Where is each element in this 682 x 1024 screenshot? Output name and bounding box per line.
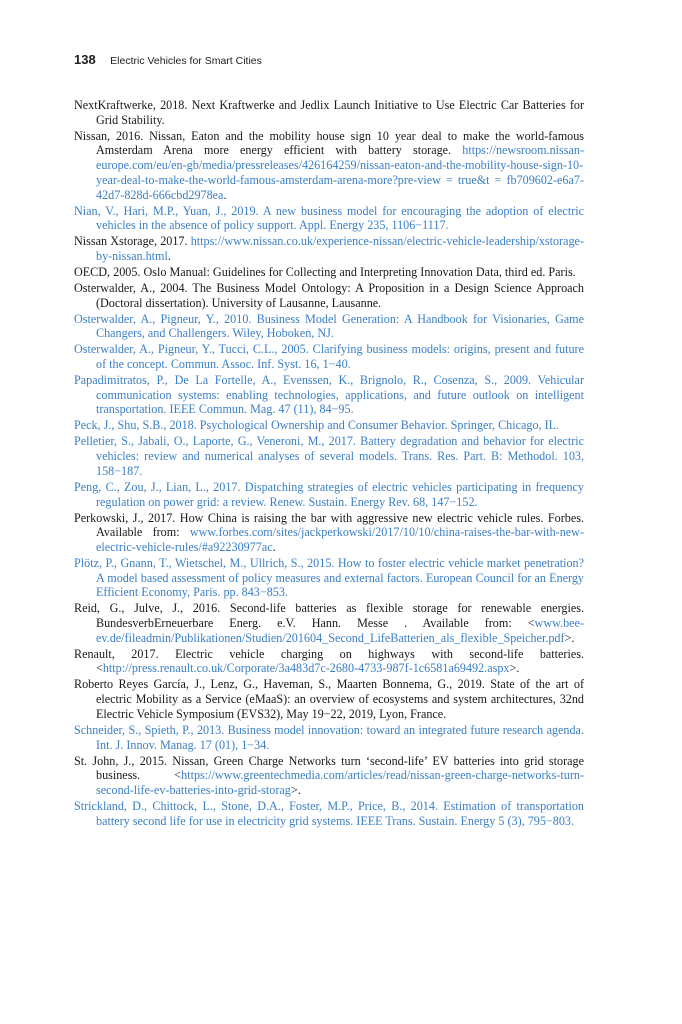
running-header	[74, 51, 594, 69]
reference-text: Osterwalder, A., Pigneur, Y., Tucci, C.L., 2005. Clarifying business models: origins, present and future of the concept. Commun. Assoc. Inf. Syst. 16, 1−40.	[74, 342, 584, 372]
reference-text: Reid, G., Julve, J., 2016. Second-life batteries as flexible storage for renewable energies. BundesverbErneuerbare Energ. e.V. Hann. Messe . Available from: <	[74, 601, 584, 631]
reference-entry[interactable]	[74, 418, 584, 433]
reference-text: OECD, 2005. Oslo Manual: Guidelines for Collecting and Interpreting Innovation Data, third ed. Paris.	[74, 264, 576, 279]
page-number: 138	[74, 52, 96, 67]
reference-url-link[interactable]: https://newsroom.nissan-europe.com/eu/en-gb/media/pressreleases/426164259/nissan-eaton-and-the-mobility-house-sign-10-year-deal-to-make-the-world-famous-amsterdam-arena-more?pre-view = true&t = fb709602-e6a7-42d7-828d-666cbd2978ea	[96, 143, 584, 202]
reference-list	[74, 98, 584, 830]
reference-suffix: >.	[564, 630, 575, 645]
reference-url-link[interactable]: www.forbes.com/sites/jackperkowski/2017/10/10/china-raises-the-bar-with-new-electric-vehicle-rules/#a92230977ac	[96, 525, 584, 554]
reference-text: Nissan, 2016. Nissan, Eaton and the mobility house sign 10 year deal to make the world-famous Amsterdam Arena more energy efficient with battery storage.	[74, 128, 584, 158]
reference-entry	[74, 677, 584, 721]
reference-text: Peng, C., Zou, J., Lian, L., 2017. Dispatching strategies of electric vehicles participating in frequency regulation on power grid: a review. Renew. Sustain. Energy Rev. 68, 147−152.	[74, 479, 584, 509]
reference-text: Papadimitratos, P., De La Fortelle, A., Evenssen, K., Brignolo, R., Cosenza, S., 2009. Vehicular communication systems: enabling technologies, applications, and future outlook on intelligent transportation. IEEE Commun. Mag. 47 (11), 84−95.	[74, 373, 584, 417]
reference-entry	[74, 234, 584, 263]
reference-text: Plötz, P., Gnann, T., Wietschel, M., Ullrich, S., 2015. How to foster electric vehicle market penetration? A model based assessment of policy measures and external factors. European Council for an Energy Efficient Economy, Paris. pp. 843−853.	[74, 555, 584, 600]
reference-entry[interactable]	[74, 312, 584, 341]
reference-entry	[74, 601, 584, 645]
reference-text: Renault, 2017. Electric vehicle charging on highways with second-life batteries. <	[74, 646, 584, 676]
reference-text: Peck, J., Shu, S.B., 2018. Psychological Ownership and Consumer Behavior. Springer, Chicago, IL.	[74, 418, 560, 433]
reference-entry	[74, 647, 584, 676]
reference-url-link[interactable]: https://www.nissan.co.uk/experience-nissan/electric-vehicle-leadership/xstorage-by-nissan.html	[96, 234, 584, 263]
reference-entry	[74, 265, 584, 280]
reference-suffix: .	[272, 539, 276, 554]
reference-text: Roberto Reyes García, J., Lenz, G., Haveman, S., Maarten Bonnema, G., 2019. State of the art of electric Mobility as a Service (eMaaS): an overview of ecosystems and system architectures, 32nd Electric Vehicle Symposium (EVS32), May 19−22, 2019, Lyon, France.	[74, 677, 584, 721]
reference-entry[interactable]	[74, 723, 584, 752]
reference-entry[interactable]	[74, 204, 584, 233]
reference-suffix: .	[223, 187, 227, 202]
reference-entry[interactable]	[74, 373, 584, 417]
reference-entry	[74, 754, 584, 798]
reference-entry[interactable]	[74, 434, 584, 478]
reference-suffix: >.	[509, 661, 520, 676]
reference-entry[interactable]	[74, 799, 584, 828]
reference-text: Pelletier, S., Jabali, O., Laporte, G., Veneroni, M., 2017. Battery degradation and behavior for electric vehicles: review and numerical analyses of several models. Trans. Res. Part. B: Methodol. 103, 158−187.	[74, 434, 584, 478]
reference-text: Osterwalder, A., Pigneur, Y., 2010. Business Model Generation: A Handbook for Visionaries, Game Changers, and Challengers. Wiley, Hoboken, NJ.	[74, 311, 584, 341]
reference-entry	[74, 129, 584, 203]
reference-text: Nian, V., Hari, M.P., Yuan, J., 2019. A new business model for encouraging the adoption of electric vehicles in the absence of policy support. Appl. Energy 235, 1106−1117.	[74, 203, 584, 233]
reference-text: Perkowski, J., 2017. How China is raising the bar with aggressive new electric vehicle rules. Forbes. Available from:	[74, 510, 584, 540]
reference-suffix: >.	[290, 782, 301, 797]
reference-text: St. John, J., 2015. Nissan, Green Charge Networks turn ‘second-life’ EV batteries into grid storage business. <	[74, 753, 584, 783]
reference-entry[interactable]	[74, 556, 584, 600]
reference-entry[interactable]	[74, 342, 584, 371]
reference-entry	[74, 281, 584, 310]
reference-text: NextKraftwerke, 2018. Next Kraftwerke and Jedlix Launch Initiative to Use Electric Car Batteries for Grid Stability.	[74, 98, 584, 127]
reference-text: Schneider, S., Spieth, P., 2013. Business model innovation: toward an integrated future research agenda. Int. J. Innov. Manag. 17 (01), 1−34.	[74, 722, 584, 752]
book-title: Electric Vehicles for Smart Cities	[110, 55, 262, 67]
reference-text: Osterwalder, A., 2004. The Business Model Ontology: A Proposition in a Design Science Approach (Doctoral dissertation). University of Lausanne, Lausanne.	[74, 280, 584, 310]
reference-url-link[interactable]: https://www.greentechmedia.com/articles/read/nissan-green-charge-networks-turn-second-life-ev-batteries-into-grid-storag	[96, 768, 584, 797]
reference-text: Nissan Xstorage, 2017.	[74, 234, 191, 249]
reference-url-link[interactable]: www.bee-ev.de/fileadmin/Publikationen/Studien/201604_Second_LifeBatterien_als_flexible_Speicher.pdf	[96, 616, 584, 645]
reference-url-link[interactable]: http://press.renault.co.uk/Corporate/3a483d7c-2680-4733-987f-1c6581a69492.aspx	[102, 661, 510, 676]
reference-entry[interactable]	[74, 480, 584, 509]
reference-suffix: .	[167, 248, 171, 263]
reference-entry	[74, 511, 584, 555]
reference-text: Strickland, D., Chittock, L., Stone, D.A., Foster, M.P., Price, B., 2014. Estimation of transportation battery second life for use in electricity grid systems. IEEE Trans. Sustain. Energy 5 (3), 795−803.	[74, 798, 584, 828]
reference-entry	[74, 98, 584, 127]
